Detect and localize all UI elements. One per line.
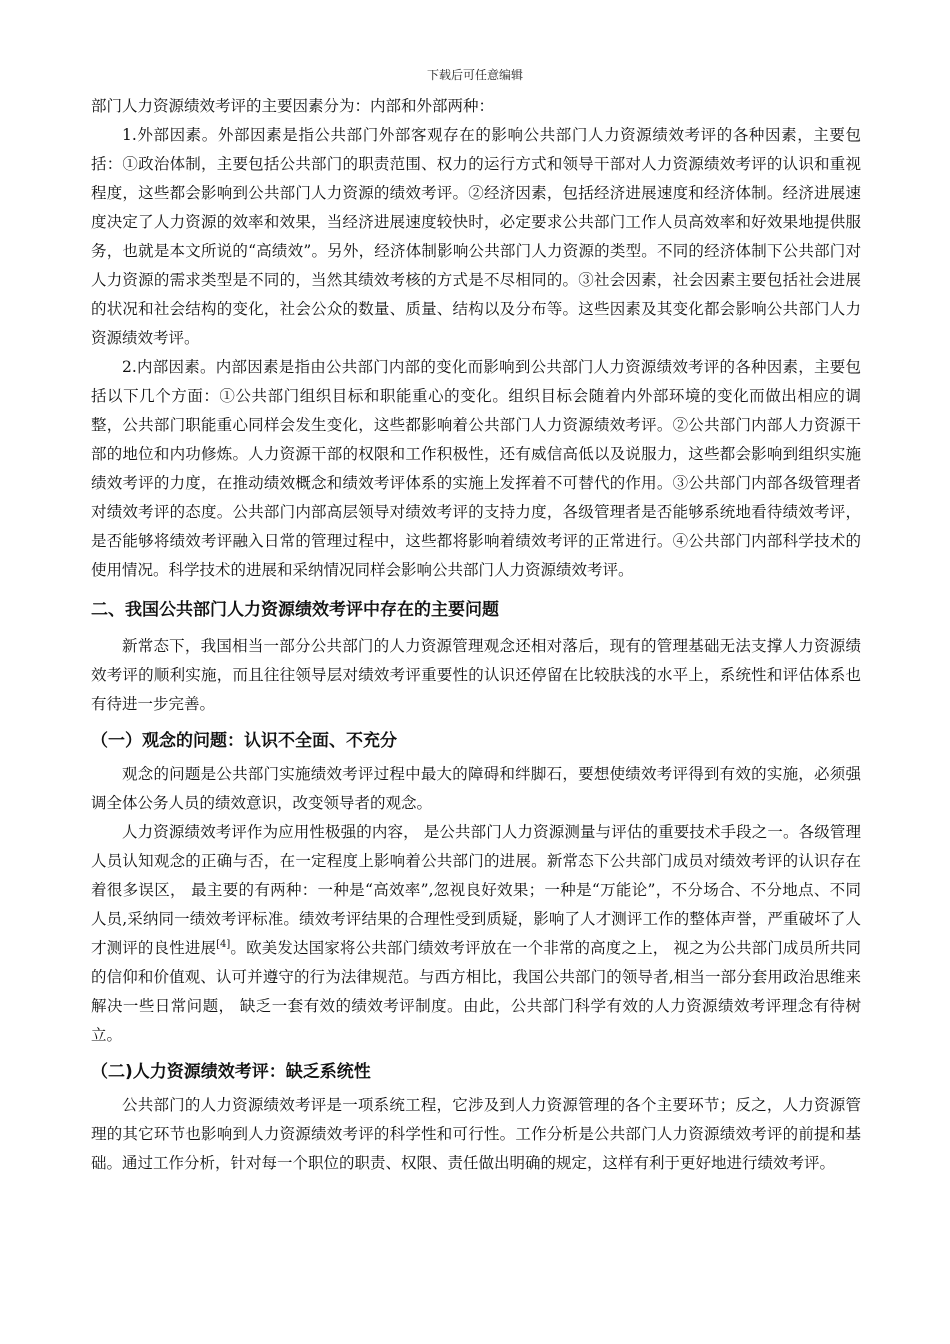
paragraph-concept-2-part-a: 人力资源绩效考评作为应用性极强的内容， 是公共部门人力资源测量与评估的重要技术手段之一。各级管理人员认知观念的正确与否，在一定程度上影响着公共部门的进展。新常态下公共部门成员对绩效考评的认识存在着很多误区， 最主要的有两种：一种是“高效率”,忽视良好效果；一种是“万能论”，不分场合、不分地点、不同人员,采纳同一绩效考评标准。绩效考评结果的合理性受到质疑，影响了人才测评工作的整体声誉，严重破坏了人才测评的良性进展 xyxy=(91,823,861,957)
document-body xyxy=(91,92,861,1178)
paragraph-concept-1: 观念的问题是公共部门实施绩效考评过程中最大的障碍和绊脚石，要想使绩效考评得到有效的实施，必须强调全体公务人员的绩效意识，改变领导者的观念。 xyxy=(91,765,861,812)
subsection-heading-concept: （一）观念的问题：认识不全面、不充分 xyxy=(91,731,397,751)
citation-reference: [4] xyxy=(216,938,231,950)
header-note: 下载后可任意编辑 xyxy=(426,68,523,82)
paragraph-system-1: 公共部门的人力资源绩效考评是一项系统工程，它涉及到人力资源管理的各个主要环节；反之，人力资源管理的其它环节也影响到人力资源绩效考评的科学性和可行性。工作分析是公共部门人力资源绩效考评的前提和基础。通过工作分析，针对每一个职位的职责、权限、责任做出明确的规定，这样有利于更好地进行绩效考评。 xyxy=(91,1096,861,1172)
paragraph-external-factors: 1.外部因素。外部因素是指公共部门外部客观存在的影响公共部门人力资源绩效考评的各种因素，主要包括：①政治体制，主要包括公共部门的职责范围、权力的运行方式和领导干部对人力资源绩效考评的认识和重视程度，这些都会影响到公共部门人力资源的绩效考评。②经济因素，包括经济进展速度和经济体制。经济进展速度决定了人力资源的效率和效果，当经济进展速度较快时，必定要求公共部门工作人员高效率和好效果地提供服务，也就是本文所说的“高绩效”。另外，经济体制影响公共部门人力资源的类型。不同的经济体制下公共部门对人力资源的需求类型是不同的，当然其绩效考核的方式是不尽相同的。③社会因素，社会因素主要包括社会进展的状况和社会结构的变化，社会公众的数量、质量、结构以及分布等。这些因素及其变化都会影响公共部门人力资源绩效考评。 xyxy=(91,126,861,347)
paragraph-continuation: 部门人力资源绩效考评的主要因素分为：内部和外部两种： xyxy=(91,97,495,115)
paragraph-section-intro: 新常态下，我国相当一部分公共部门的人力资源管理观念还相对落后，现有的管理基础无法支撑人力资源绩效考评的顺利实施，而且往往领导层对绩效考评重要性的认识还停留在比较肤浅的水平上，系统性和评估体系也有待进一步完善。 xyxy=(91,637,861,713)
subsection-heading-system: （二)人力资源绩效考评：缺乏系统性 xyxy=(91,1062,371,1082)
paragraph-internal-factors: 2.内部因素。内部因素是指由公共部门内部的变化而影响到公共部门人力资源绩效考评的各种因素，主要包括以下几个方面：①公共部门组织目标和职能重心的变化。组织目标会随着内外部环境的变化而做出相应的调整，公共部门职能重心同样会发生变化，这些都影响着公共部门人力资源绩效考评。②公共部门内部人力资源干部的地位和内功修炼。人力资源干部的权限和工作积极性，还有威信高低以及说服力，这些都会影响到组织实施绩效考评的力度，在推动绩效概念和绩效考评体系的实施上发挥着不可替代的作用。③公共部门内部各级管理者对绩效考评的态度。公共部门内部高层领导对绩效考评的支持力度，各级管理者是否能够系统地看待绩效考评，是否能够将绩效考评融入日常的管理过程中，这些都将影响着绩效考评的正常进行。④公共部门内部科学技术的使用情况。科学技术的进展和采纳情况同样会影响公共部门人力资源绩效考评。 xyxy=(91,358,861,579)
paragraph-concept-2 xyxy=(91,818,861,1050)
paragraph-concept-2-part-b: 。欧美发达国家将公共部门绩效考评放在一个非常的高度之上， 视之为公共部门成员所共同的信仰和价值观、认可并遵守的行为法律规范。与西方相比，我国公共部门的领导者,相当一部分套用政治思维来解决一些日常问题， 缺乏一套有效的绩效考评制度。由此，公共部门科学有效的人力资源绩效考评理念有待树立。 xyxy=(91,939,861,1044)
section-heading-problems: 二、我国公共部门人力资源绩效考评中存在的主要问题 xyxy=(91,600,499,620)
